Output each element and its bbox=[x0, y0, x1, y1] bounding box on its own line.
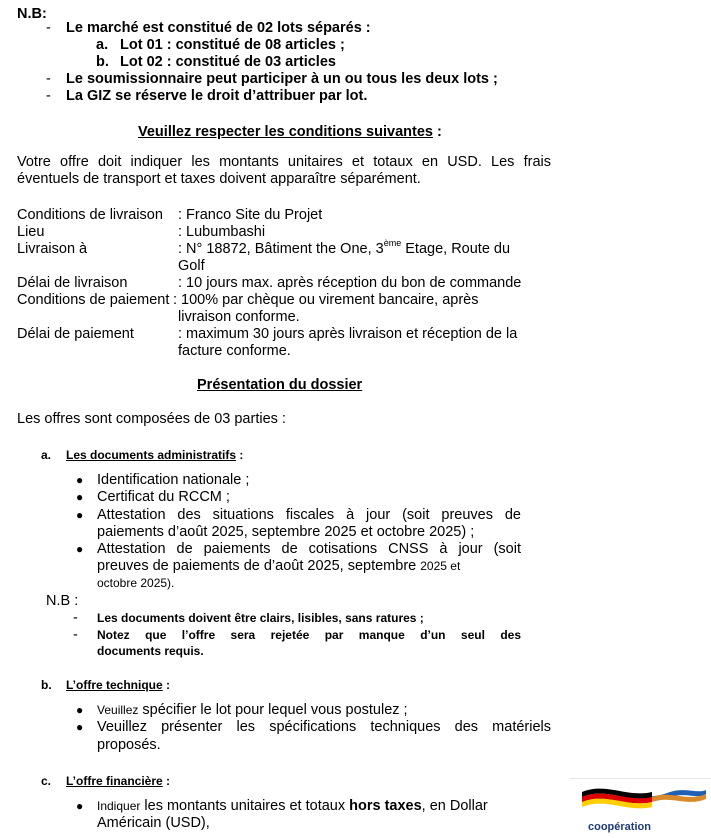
nb-sub-letter-a: a. bbox=[96, 37, 109, 53]
section-b-title: L’offre technique : bbox=[66, 678, 171, 692]
condition-label: Délai de livraison bbox=[17, 275, 128, 291]
section-c-letter: c. bbox=[41, 774, 52, 788]
nb-bullet: - bbox=[46, 20, 51, 36]
nb-bullet: - bbox=[73, 610, 78, 626]
dossier-heading: Présentation du dossier bbox=[197, 377, 363, 393]
condition-label: Conditions de paiement bbox=[17, 292, 170, 308]
section-b-letter: b. bbox=[41, 678, 52, 692]
section-a-letter: a. bbox=[41, 448, 52, 462]
list-item-continued: octobre 2025). bbox=[97, 576, 175, 590]
section-a-title: Les documents administratifs : bbox=[66, 448, 244, 462]
conditions-intro-line1: Votre offre doit indiquer les montants unitaires et totaux en USD. Les frais bbox=[17, 154, 551, 170]
condition-value: : Franco Site du Projet bbox=[178, 207, 323, 223]
list-item: Veuillez présenter les spécifications techniques des matériels bbox=[97, 719, 551, 735]
bullet-dot-icon: ● bbox=[76, 473, 84, 487]
nb-sub-lot-01: Lot 01 : constitué de 08 articles ; bbox=[120, 37, 345, 53]
condition-value: : Lubumbashi bbox=[178, 224, 266, 240]
nb-sub-lot-02: Lot 02 : constitué de 03 articles bbox=[120, 54, 336, 70]
list-item-continued: paiements d’août 2025, septembre 2025 et octobre 2025) ; bbox=[97, 524, 475, 540]
condition-label: Livraison à bbox=[17, 241, 88, 257]
nb-bullet: - bbox=[46, 71, 51, 87]
condition-value: : 10 jours max. après réception du bon de commande bbox=[178, 275, 522, 291]
bullet-dot-icon: ● bbox=[76, 703, 84, 717]
list-item-continued: proposés. bbox=[97, 737, 161, 753]
nb-bullet: - bbox=[46, 88, 51, 104]
conditions-heading: Veuillez respecter les conditions suivantes : bbox=[138, 124, 442, 140]
nb-bullet: - bbox=[73, 627, 78, 643]
list-item: Certificat du RCCM ; bbox=[97, 489, 230, 505]
bullet-dot-icon: ● bbox=[76, 508, 84, 522]
nb-item-lots: Le marché est constitué de 02 lots séparés : bbox=[66, 20, 371, 36]
condition-label: Délai de paiement bbox=[17, 326, 134, 342]
bullet-dot-icon: ● bbox=[76, 542, 84, 556]
condition-value-continued: Golf bbox=[178, 258, 205, 274]
nb-item-clear-docs: Les documents doivent être clairs, lisibles, sans ratures ; bbox=[97, 611, 424, 625]
bullet-dot-icon: ● bbox=[76, 799, 84, 813]
nb-item-giz-right: La GIZ se réserve le droit d’attribuer par lot. bbox=[66, 88, 368, 104]
nb-item-rejection-continued: documents requis. bbox=[97, 644, 204, 658]
condition-value: : N° 18872, Bâtiment the One, 3ème Etage, Route du bbox=[178, 238, 511, 257]
condition-value: : maximum 30 jours après livraison et réception de la bbox=[178, 326, 518, 342]
bullet-dot-icon: ● bbox=[76, 490, 84, 504]
logo-text: coopération bbox=[588, 821, 651, 833]
list-item-continued: preuves de paiements de d’août 2025, septembre 2025 et bbox=[97, 558, 461, 574]
nb-sub-letter-b: b. bbox=[96, 54, 109, 70]
section-c-title: L’offre financière : bbox=[66, 774, 171, 788]
dossier-intro: Les offres sont composées de 03 parties : bbox=[17, 411, 286, 427]
bullet-dot-icon: ● bbox=[76, 720, 84, 734]
condition-label: Lieu bbox=[17, 224, 45, 240]
condition-value-continued: livraison conforme. bbox=[178, 309, 300, 325]
condition-value: : 100% par chèque ou virement bancaire, après bbox=[173, 292, 479, 308]
conditions-intro-line2: éventuels de transport et taxes doivent apparaître séparément. bbox=[17, 171, 421, 187]
list-item: Identification nationale ; bbox=[97, 472, 250, 488]
list-item-continued: Américain (USD), bbox=[97, 815, 210, 831]
nb-item-rejection: Notez que l’offre sera rejetée par manque d’un seul des bbox=[97, 628, 521, 642]
condition-value-continued: facture conforme. bbox=[178, 343, 291, 359]
list-item: Attestation des situations fiscales à jour (soit preuves de bbox=[97, 507, 521, 523]
list-item: Attestation de paiements de cotisations CNSS à jour (soit bbox=[97, 541, 521, 557]
nb-item-participation: Le soumissionnaire peut participer à un ou tous les deux lots ; bbox=[66, 71, 498, 87]
condition-label: Conditions de livraison bbox=[17, 207, 163, 223]
list-item: Indiquer les montants unitaires et totaux hors taxes, en Dollar bbox=[97, 798, 488, 814]
section-a-nb-label: N.B : bbox=[46, 593, 79, 609]
list-item: Veuillez spécifier le lot pour lequel vous postulez ; bbox=[97, 702, 408, 718]
nb-label: N.B: bbox=[17, 6, 47, 22]
